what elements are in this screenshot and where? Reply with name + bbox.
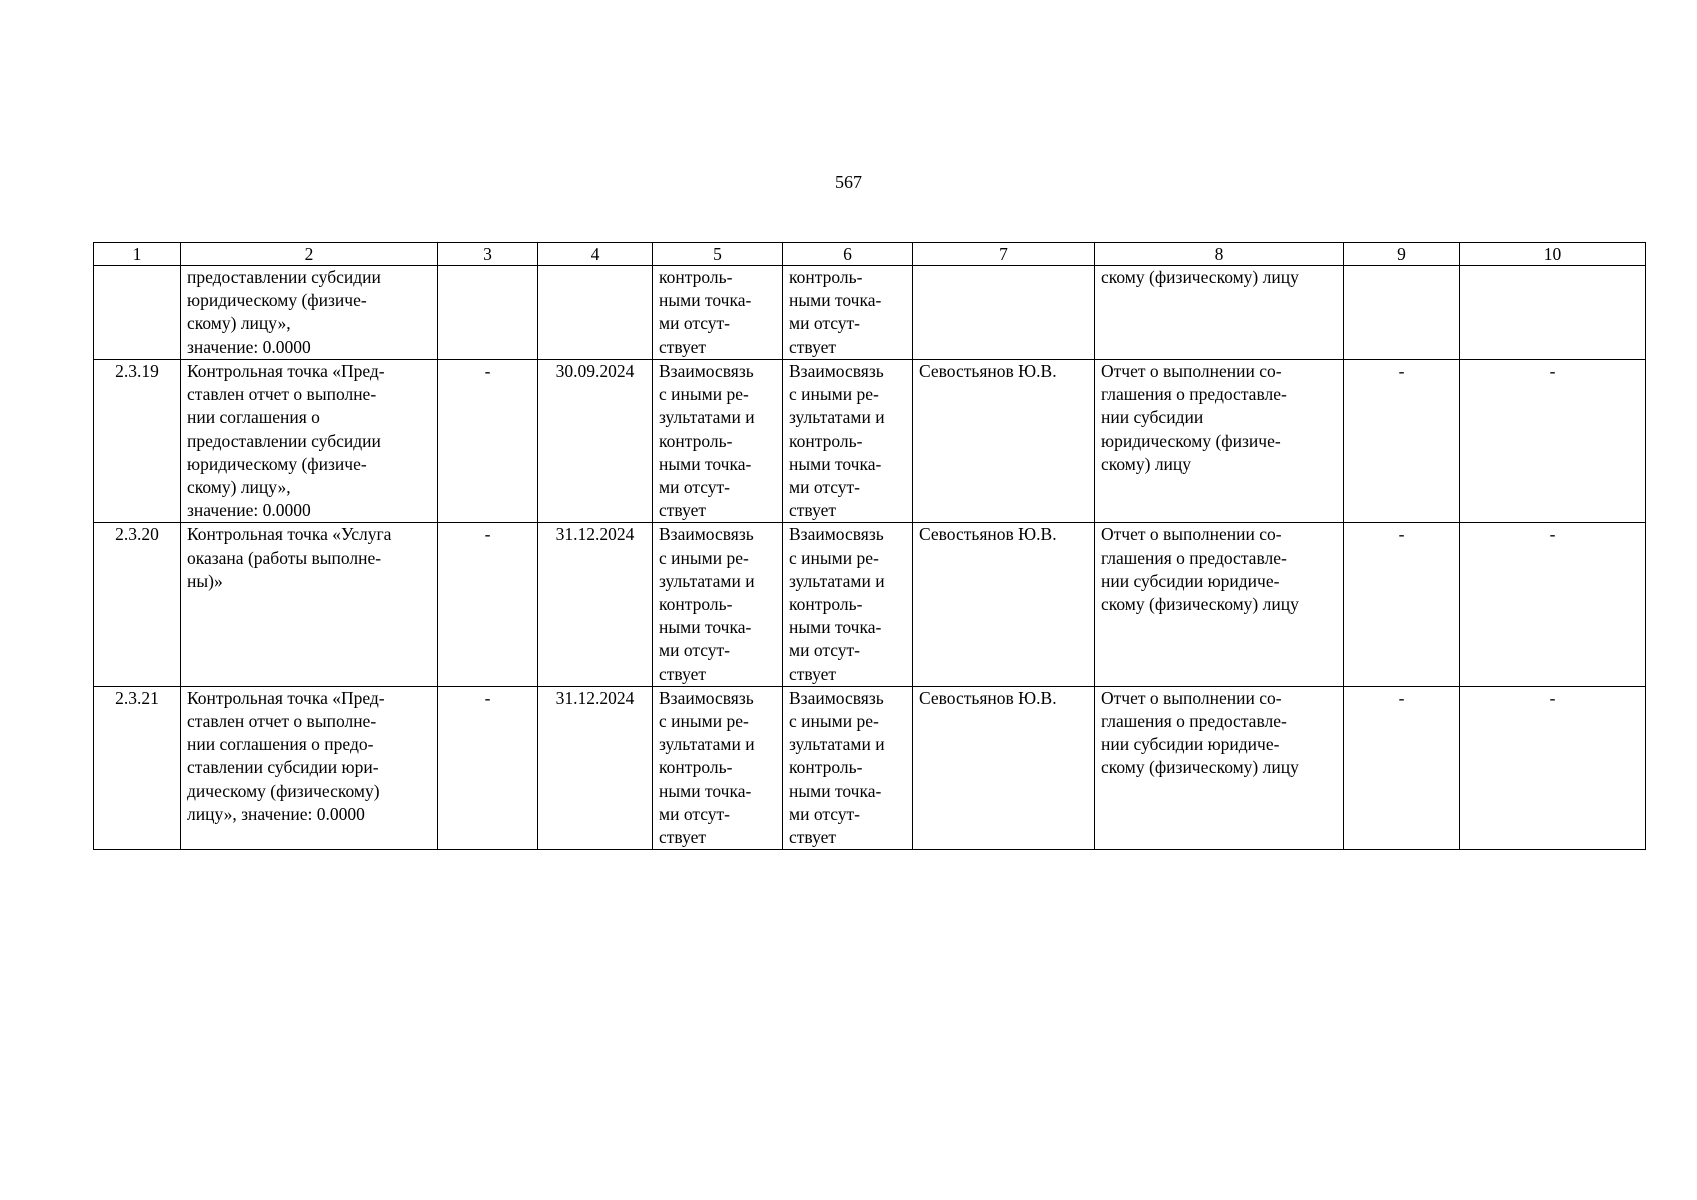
col10-cell: - [1460, 523, 1646, 686]
header-cell: 1 [94, 243, 181, 266]
row-number-cell: 2.3.21 [94, 686, 181, 849]
col9-cell: - [1344, 360, 1460, 523]
base-value-cell [438, 266, 538, 360]
page-number: 567 [835, 172, 862, 192]
document-cell: Отчет о выполнении со- глашения о предоставле- нии субсидии юридиче- скому (физическому) лицу [1095, 523, 1344, 686]
base-value-cell: - [438, 523, 538, 686]
responsible-cell: Севостьянов Ю.В. [913, 360, 1095, 523]
successor-cell: контроль- ными точка- ми отсут- ствует [783, 266, 913, 360]
header-cell: 6 [783, 243, 913, 266]
table-row-continuation [94, 266, 1646, 360]
row-number-cell [94, 266, 181, 360]
header-cell: 2 [181, 243, 438, 266]
date-cell: 31.12.2024 [538, 523, 653, 686]
description-cell: Контрольная точка «Пред- ставлен отчет о выполне- нии соглашения о предоставлении субсидии юридическому (физиче- скому) лицу», значение: 0.0000 [181, 360, 438, 523]
col9-cell: - [1344, 686, 1460, 849]
table-row [94, 686, 1646, 849]
col10-cell: - [1460, 360, 1646, 523]
base-value-cell: - [438, 360, 538, 523]
header-cell: 8 [1095, 243, 1344, 266]
header-cell: 9 [1344, 243, 1460, 266]
responsible-cell: Севостьянов Ю.В. [913, 686, 1095, 849]
predecessor-cell: контроль- ными точка- ми отсут- ствует [653, 266, 783, 360]
description-cell: Контрольная точка «Пред- ставлен отчет о выполне- нии соглашения о предо- ставлении субсидии юри- дическому (физическому) лицу», значение: 0.0000 [181, 686, 438, 849]
row-number-cell: 2.3.20 [94, 523, 181, 686]
header-cell: 4 [538, 243, 653, 266]
table-row [94, 523, 1646, 686]
successor-cell: Взаимосвязь с иными ре- зультатами и контроль- ными точка- ми отсут- ствует [783, 360, 913, 523]
table-row [94, 360, 1646, 523]
col10-cell [1460, 266, 1646, 360]
col9-cell [1344, 266, 1460, 360]
predecessor-cell: Взаимосвязь с иными ре- зультатами и контроль- ными точка- ми отсут- ствует [653, 686, 783, 849]
document-cell: Отчет о выполнении со- глашения о предоставле- нии субсидии юридиче- скому (физическому) лицу [1095, 686, 1344, 849]
row-number-cell: 2.3.19 [94, 360, 181, 523]
description-cell: Контрольная точка «Услуга оказана (работы выполне- ны)» [181, 523, 438, 686]
control-points-table [93, 242, 1646, 850]
date-cell [538, 266, 653, 360]
table-header-row [94, 243, 1646, 266]
date-cell: 30.09.2024 [538, 360, 653, 523]
predecessor-cell: Взаимосвязь с иными ре- зультатами и контроль- ными точка- ми отсут- ствует [653, 523, 783, 686]
header-cell: 3 [438, 243, 538, 266]
header-cell: 10 [1460, 243, 1646, 266]
document-cell: Отчет о выполнении со- глашения о предоставле- нии субсидии юридическому (физиче- скому) лицу [1095, 360, 1344, 523]
successor-cell: Взаимосвязь с иными ре- зультатами и контроль- ными точка- ми отсут- ствует [783, 523, 913, 686]
successor-cell: Взаимосвязь с иными ре- зультатами и контроль- ными точка- ми отсут- ствует [783, 686, 913, 849]
document-cell: скому (физическому) лицу [1095, 266, 1344, 360]
header-cell: 7 [913, 243, 1095, 266]
predecessor-cell: Взаимосвязь с иными ре- зультатами и контроль- ными точка- ми отсут- ствует [653, 360, 783, 523]
date-cell: 31.12.2024 [538, 686, 653, 849]
base-value-cell: - [438, 686, 538, 849]
header-cell: 5 [653, 243, 783, 266]
description-cell: предоставлении субсидии юридическому (физиче- скому) лицу», значение: 0.0000 [181, 266, 438, 360]
responsible-cell [913, 266, 1095, 360]
col10-cell: - [1460, 686, 1646, 849]
col9-cell: - [1344, 523, 1460, 686]
responsible-cell: Севостьянов Ю.В. [913, 523, 1095, 686]
